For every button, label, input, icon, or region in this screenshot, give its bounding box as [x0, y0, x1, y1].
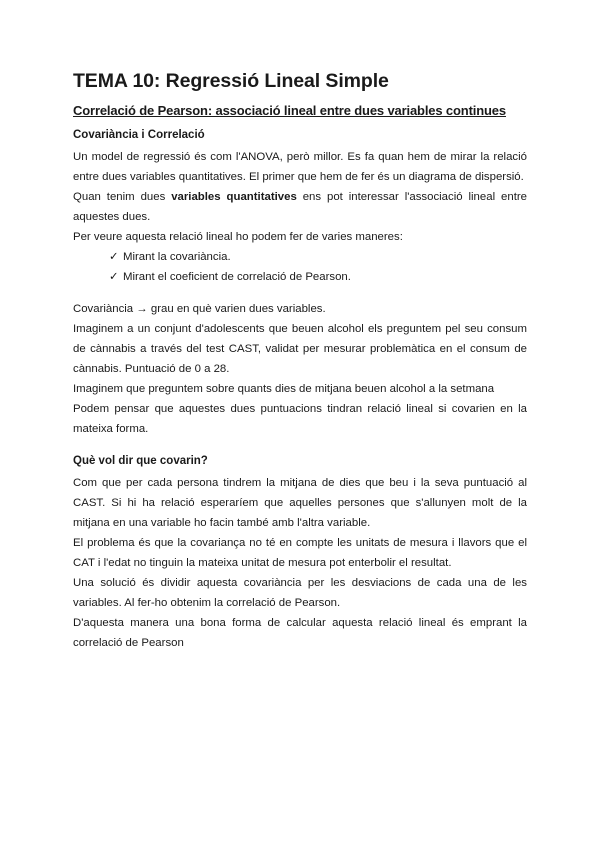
paragraph: Imaginem a un conjunt d'adolescents que beuen alcohol els preguntem pel seu consum de cànnabis a través del test CAST, validat per mesurar problemàtica en el consum de cànnabis. Puntuació de 0 a 28.	[73, 323, 527, 376]
checklist	[73, 247, 527, 287]
page-title: TEMA 10: Regressió Lineal Simple	[73, 70, 389, 92]
spacer	[73, 439, 527, 453]
text-run: ens pot interessar l'associació lineal entre aquestes dues.	[73, 191, 527, 224]
paragraph: Una solució és dividir aquesta covariància per les desviacions de cada una de les variables. Al fer-ho obtenim la correlació de Pearson.	[73, 576, 527, 609]
checkmark-icon: ✓	[109, 251, 119, 264]
paragraph: Covariància → grau en què varien dues variables.	[73, 303, 326, 316]
section-heading-covary: Què vol dir que covarin?	[73, 455, 208, 468]
document-page	[73, 70, 527, 653]
section-subtitle: Correlació de Pearson: associació lineal entre dues variables continues	[73, 103, 506, 119]
paragraph: Com que per cada persona tindrem la mitjana de dies que beu i la seva puntuació al CAST. Si hi ha relació esperaríem que aquelles persones que s'allunyen molt de la mitjana en una variable ho facin també amb l'altra variable.	[73, 476, 527, 529]
paragraph: Per veure aquesta relació lineal ho podem fer de varies maneres:	[73, 231, 403, 244]
paragraph: Un model de regressió és com l'ANOVA, però millor. Es fa quan hem de mirar la relació entre dues variables quantitatives. El primer que hem de fer és un diagrama de dispersió.	[73, 151, 527, 184]
list-item	[109, 267, 527, 287]
list-item-text: Mirant el coeficient de correlació de Pearson.	[123, 271, 351, 284]
text-run: Quan tenim dues	[73, 191, 172, 204]
paragraph: Podem pensar que aquestes dues puntuacions tindran relació lineal si covarien en la mateixa forma.	[73, 403, 527, 436]
spacer	[73, 287, 527, 299]
checkmark-icon: ✓	[109, 271, 119, 284]
paragraph: El problema és que la covariança no té en compte les unitats de mesura i llavors que el CAT i l'edat no tinguin la mateixa unitat de mesura pot enterbolir el resultat.	[73, 536, 527, 569]
list-item	[109, 247, 527, 267]
paragraph: D'aquesta manera una bona forma de calcular aquesta relació lineal és emprant la correlació de Pearson	[73, 616, 527, 649]
paragraph	[73, 187, 527, 227]
list-item-text: Mirant la covariància.	[123, 251, 231, 264]
paragraph: Imaginem que preguntem sobre quants dies de mitjana beuen alcohol a la setmana	[73, 383, 495, 396]
text-run-bold: variables quantitatives	[171, 191, 297, 204]
section-heading-covariance: Covariància i Correlació	[73, 129, 205, 142]
